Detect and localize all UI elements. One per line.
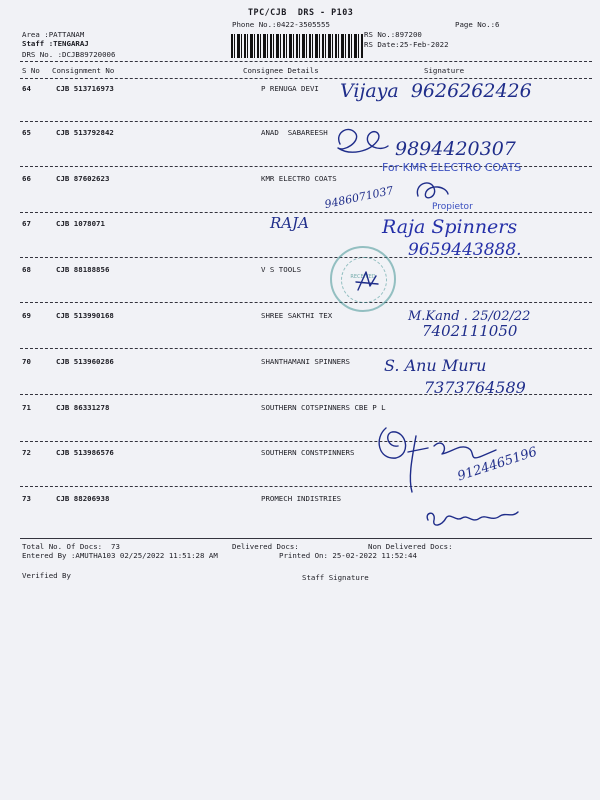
row-consignee: V S TOOLS bbox=[261, 265, 302, 274]
phone-number: Phone No.:0422-3505555 bbox=[232, 20, 330, 29]
handwritten-signature-64: Vijaya 9626262426 bbox=[340, 80, 532, 102]
row-rule bbox=[20, 441, 592, 442]
area-label: Area :PATTANAM bbox=[22, 30, 85, 39]
row-consignment: CJB 1078071 bbox=[56, 219, 105, 228]
handwritten-phone-65: 9894420307 bbox=[395, 138, 516, 160]
row-rule bbox=[20, 302, 592, 303]
row-sno: 73 bbox=[22, 494, 31, 503]
handwritten-raja: RAJA bbox=[270, 214, 309, 232]
row-rule bbox=[20, 212, 592, 213]
columns-rule bbox=[20, 78, 592, 79]
handwritten-signature-70: S. Anu Muru bbox=[384, 356, 487, 375]
row-consignee: SOUTHERN CONSTPINNERS bbox=[261, 448, 355, 457]
row-consignee: SHREE SAKTHI TEX bbox=[261, 311, 333, 320]
signature-71-72-scribble bbox=[372, 418, 502, 496]
handwritten-phone-66: 9486071037 bbox=[323, 183, 395, 212]
delivered-docs: Delivered Docs: bbox=[232, 542, 299, 551]
non-delivered-docs: Non Delivered Docs: bbox=[368, 542, 453, 551]
table-end-rule bbox=[20, 538, 592, 539]
rs-number: RS No.:897200 bbox=[364, 30, 422, 39]
row-consignee: P RENUGA DEVI bbox=[261, 84, 319, 93]
row-consignment: CJB 513986576 bbox=[56, 448, 114, 457]
row-rule bbox=[20, 121, 592, 122]
header-rule bbox=[20, 61, 592, 62]
row-consignment: CJB 513716973 bbox=[56, 84, 114, 93]
row-consignment: CJB 513990168 bbox=[56, 311, 114, 320]
col-consignment: Consignment No bbox=[52, 66, 115, 75]
barcode bbox=[231, 34, 363, 58]
handwritten-date-69: M.Kand . 25/02/22 bbox=[408, 309, 531, 324]
row-sno: 65 bbox=[22, 128, 31, 137]
row-rule bbox=[20, 486, 592, 487]
row-consignment: CJB 513960286 bbox=[56, 357, 114, 366]
row-sno: 66 bbox=[22, 174, 31, 183]
staff-label: Staff :TENGARAJ bbox=[22, 39, 89, 48]
handwritten-raja-spinners: Raja Spinners bbox=[382, 216, 518, 238]
seal-text: RECEIVED bbox=[350, 274, 376, 280]
handwritten-phone-70: 7373764589 bbox=[424, 378, 526, 397]
entered-by: Entered By :AMUTHA103 02/25/2022 11:51:28 AM bbox=[22, 551, 218, 560]
row-consignee: PROMECH INDISTRIES bbox=[261, 494, 342, 503]
page-number: Page No.:6 bbox=[455, 20, 500, 29]
row-consignment: CJB 88206938 bbox=[56, 494, 110, 503]
signature-65-scribble bbox=[330, 122, 390, 162]
handwritten-phone-67: 9659443888. bbox=[408, 240, 522, 260]
row-consignment: CJB 513792842 bbox=[56, 128, 114, 137]
row-sno: 70 bbox=[22, 357, 31, 366]
signature-66-scribble bbox=[412, 176, 452, 204]
row-sno: 67 bbox=[22, 219, 31, 228]
verified-by: Verified By bbox=[22, 571, 71, 580]
signature-68-scribble bbox=[352, 266, 382, 296]
rs-date: RS Date:25-Feb-2022 bbox=[364, 40, 449, 49]
document-title: TPC/CJB DRS - P103 bbox=[248, 7, 354, 17]
row-sno: 71 bbox=[22, 403, 31, 412]
row-consignee: ANAD SABAREESH bbox=[261, 128, 328, 137]
row-consignment: CJB 86331278 bbox=[56, 403, 110, 412]
row-sno: 68 bbox=[22, 265, 31, 274]
row-sno: 72 bbox=[22, 448, 31, 457]
row-consignee: KMR ELECTRO COATS bbox=[261, 174, 337, 183]
row-sno: 64 bbox=[22, 84, 31, 93]
row-rule bbox=[20, 348, 592, 349]
col-signature: Signature bbox=[424, 66, 465, 75]
row-consignment: CJB 88188856 bbox=[56, 265, 110, 274]
signature-73-scribble bbox=[422, 504, 522, 530]
col-consignee: Consignee Details bbox=[243, 66, 319, 75]
row-consignee: SOUTHERN COTSPINNERS CBE P L bbox=[261, 403, 386, 412]
handwritten-phone-72: 9124465196 bbox=[455, 444, 540, 485]
total-docs: Total No. Of Docs: 73 bbox=[22, 542, 120, 551]
handwritten-phone-69: 7402111050 bbox=[422, 322, 518, 340]
company-stamp-66: For KMR ELECTRO COATS bbox=[382, 161, 522, 174]
proprietor-stamp: Propietor bbox=[432, 202, 473, 212]
printed-on: Printed On: 25-02-2022 11:52:44 bbox=[279, 551, 417, 560]
row-consignee: SHANTHAMANI SPINNERS bbox=[261, 357, 350, 366]
row-sno: 69 bbox=[22, 311, 31, 320]
staff-signature: Staff Signature bbox=[302, 573, 369, 582]
row-consignment: CJB 87602623 bbox=[56, 174, 110, 183]
drs-number: DRS No. :DCJB89720006 bbox=[22, 50, 116, 59]
col-sno: S No bbox=[22, 66, 40, 75]
